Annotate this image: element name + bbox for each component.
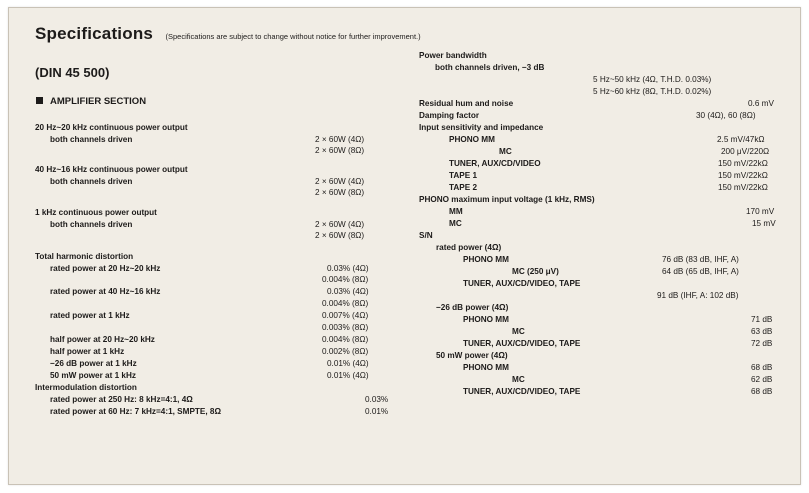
spec-label: 50 mW power (4Ω) xyxy=(436,351,508,360)
spec-value: 150 mV/22kΩ xyxy=(718,171,768,180)
spec-value: 0.03% (4Ω) xyxy=(327,264,369,273)
spec-label: TUNER, AUX/CD/VIDEO xyxy=(449,159,541,168)
spec-label: −26 dB power (4Ω) xyxy=(436,303,509,312)
spec-value: 0.004% (8Ω) xyxy=(322,335,369,344)
spec-label: MC xyxy=(512,375,525,384)
spec-label: MC xyxy=(499,147,512,156)
spec-label: both channels driven, −3 dB xyxy=(435,63,545,72)
spec-value: 2.5 mV/47kΩ xyxy=(717,135,765,144)
spec-label: TAPE 2 xyxy=(449,183,478,192)
spec-value: 0.01% (4Ω) xyxy=(327,371,369,380)
spec-label: Damping factor xyxy=(419,111,480,120)
page-title: Specifications xyxy=(35,24,154,43)
spec-value: 0.007% (4Ω) xyxy=(322,311,369,320)
section-heading xyxy=(36,96,146,107)
spec-label: rated power at 40 Hz~16 kHz xyxy=(50,287,161,296)
spec-value: 63 dB xyxy=(751,327,773,336)
spec-label: MC (250 μV) xyxy=(512,267,559,276)
spec-label: Total harmonic distortion xyxy=(35,252,134,261)
spec-label: TUNER, AUX/CD/VIDEO, TAPE xyxy=(463,339,581,348)
spec-value: 0.03% (4Ω) xyxy=(327,287,369,296)
spec-value: 71 dB xyxy=(751,315,773,324)
spec-label: TUNER, AUX/CD/VIDEO, TAPE xyxy=(463,387,581,396)
spec-value: 2 × 60W (4Ω) xyxy=(315,220,365,229)
spec-label: PHONO MM xyxy=(463,255,509,264)
spec-value: 150 mV/22kΩ xyxy=(718,159,768,168)
spec-label: both channels driven xyxy=(50,177,133,186)
spec-value: 0.004% (8Ω) xyxy=(322,299,369,308)
spec-value: 0.003% (8Ω) xyxy=(322,323,369,332)
spec-value: 68 dB xyxy=(751,387,773,396)
spec-value: 0.03% xyxy=(365,395,389,404)
spec-label: rated power (4Ω) xyxy=(436,243,502,252)
spec-value: 2 × 60W (8Ω) xyxy=(315,231,365,240)
spec-value: 30 (4Ω), 60 (8Ω) xyxy=(696,111,756,120)
spec-value: 76 dB (83 dB, IHF, A) xyxy=(662,255,739,264)
spec-value: 0.002% (8Ω) xyxy=(322,347,369,356)
spec-label: TUNER, AUX/CD/VIDEO, TAPE xyxy=(463,279,581,288)
spec-value: 200 μV/220Ω xyxy=(721,147,770,156)
spec-label: 1 kHz continuous power output xyxy=(35,208,157,217)
spec-label: 50 mW power at 1 kHz xyxy=(50,371,136,380)
spec-label: both channels driven xyxy=(50,220,133,229)
spec-label: PHONO MM xyxy=(449,135,495,144)
square-bullet-icon xyxy=(36,97,43,104)
spec-value: 0.6 mV xyxy=(748,99,774,108)
spec-label: MC xyxy=(449,219,462,228)
spec-label: Residual hum and noise xyxy=(419,99,514,108)
spec-label: S/N xyxy=(419,231,433,240)
spec-label: PHONO MM xyxy=(463,363,509,372)
spec-label: MC xyxy=(512,327,525,336)
spec-value: 5 Hz~50 kHz (4Ω, T.H.D. 0.03%) xyxy=(593,75,712,84)
spec-value: 2 × 60W (4Ω) xyxy=(315,135,365,144)
spec-value: 2 × 60W (4Ω) xyxy=(315,177,365,186)
spec-value: 91 dB (IHF, A: 102 dB) xyxy=(657,291,739,300)
spec-label: MM xyxy=(449,207,463,216)
section-heading-label: AMPLIFIER SECTION xyxy=(50,96,147,107)
spec-label: rated power at 250 Hz: 8 kHz=4:1, 4Ω xyxy=(50,395,193,404)
spec-label: rated power at 1 kHz xyxy=(50,311,130,320)
spec-value: 5 Hz~60 kHz (8Ω, T.H.D. 0.02%) xyxy=(593,87,712,96)
spec-label: both channels driven xyxy=(50,135,133,144)
spec-label: 20 Hz~20 kHz continuous power output xyxy=(35,123,188,132)
spec-label: 40 Hz~16 kHz continuous power output xyxy=(35,165,188,174)
spec-label: PHONO maximum input voltage (1 kHz, RMS) xyxy=(419,195,595,204)
spec-value: 2 × 60W (8Ω) xyxy=(315,188,365,197)
spec-value: 0.004% (8Ω) xyxy=(322,275,369,284)
spec-label: −26 dB power at 1 kHz xyxy=(50,359,137,368)
spec-value: 62 dB xyxy=(751,375,773,384)
spec-value: 170 mV xyxy=(746,207,775,216)
spec-value: 64 dB (65 dB, IHF, A) xyxy=(662,267,739,276)
spec-label: TAPE 1 xyxy=(449,171,478,180)
spec-label: half power at 1 kHz xyxy=(50,347,125,356)
spec-sheet xyxy=(8,7,801,485)
spec-value: 0.01% xyxy=(365,407,389,416)
spec-value: 72 dB xyxy=(751,339,773,348)
spec-label: Power bandwidth xyxy=(419,51,487,60)
spec-value: 15 mV xyxy=(752,219,776,228)
spec-label: rated power at 60 Hz: 7 kHz=4:1, SMPTE, 8Ω xyxy=(50,407,222,416)
spec-value: 2 × 60W (8Ω) xyxy=(315,146,365,155)
din-standard: (DIN 45 500) xyxy=(35,65,110,80)
disclaimer-note: (Specifications are subject to change without notice for further improvement.) xyxy=(165,32,421,41)
spec-label: Input sensitivity and impedance xyxy=(419,123,544,132)
header xyxy=(35,24,421,44)
spec-value: 150 mV/22kΩ xyxy=(718,183,768,192)
spec-label: rated power at 20 Hz~20 kHz xyxy=(50,264,161,273)
spec-label: Intermodulation distortion xyxy=(35,383,137,392)
spec-label: half power at 20 Hz~20 kHz xyxy=(50,335,155,344)
spec-label: PHONO MM xyxy=(463,315,509,324)
spec-value: 0.01% (4Ω) xyxy=(327,359,369,368)
spec-value: 68 dB xyxy=(751,363,773,372)
